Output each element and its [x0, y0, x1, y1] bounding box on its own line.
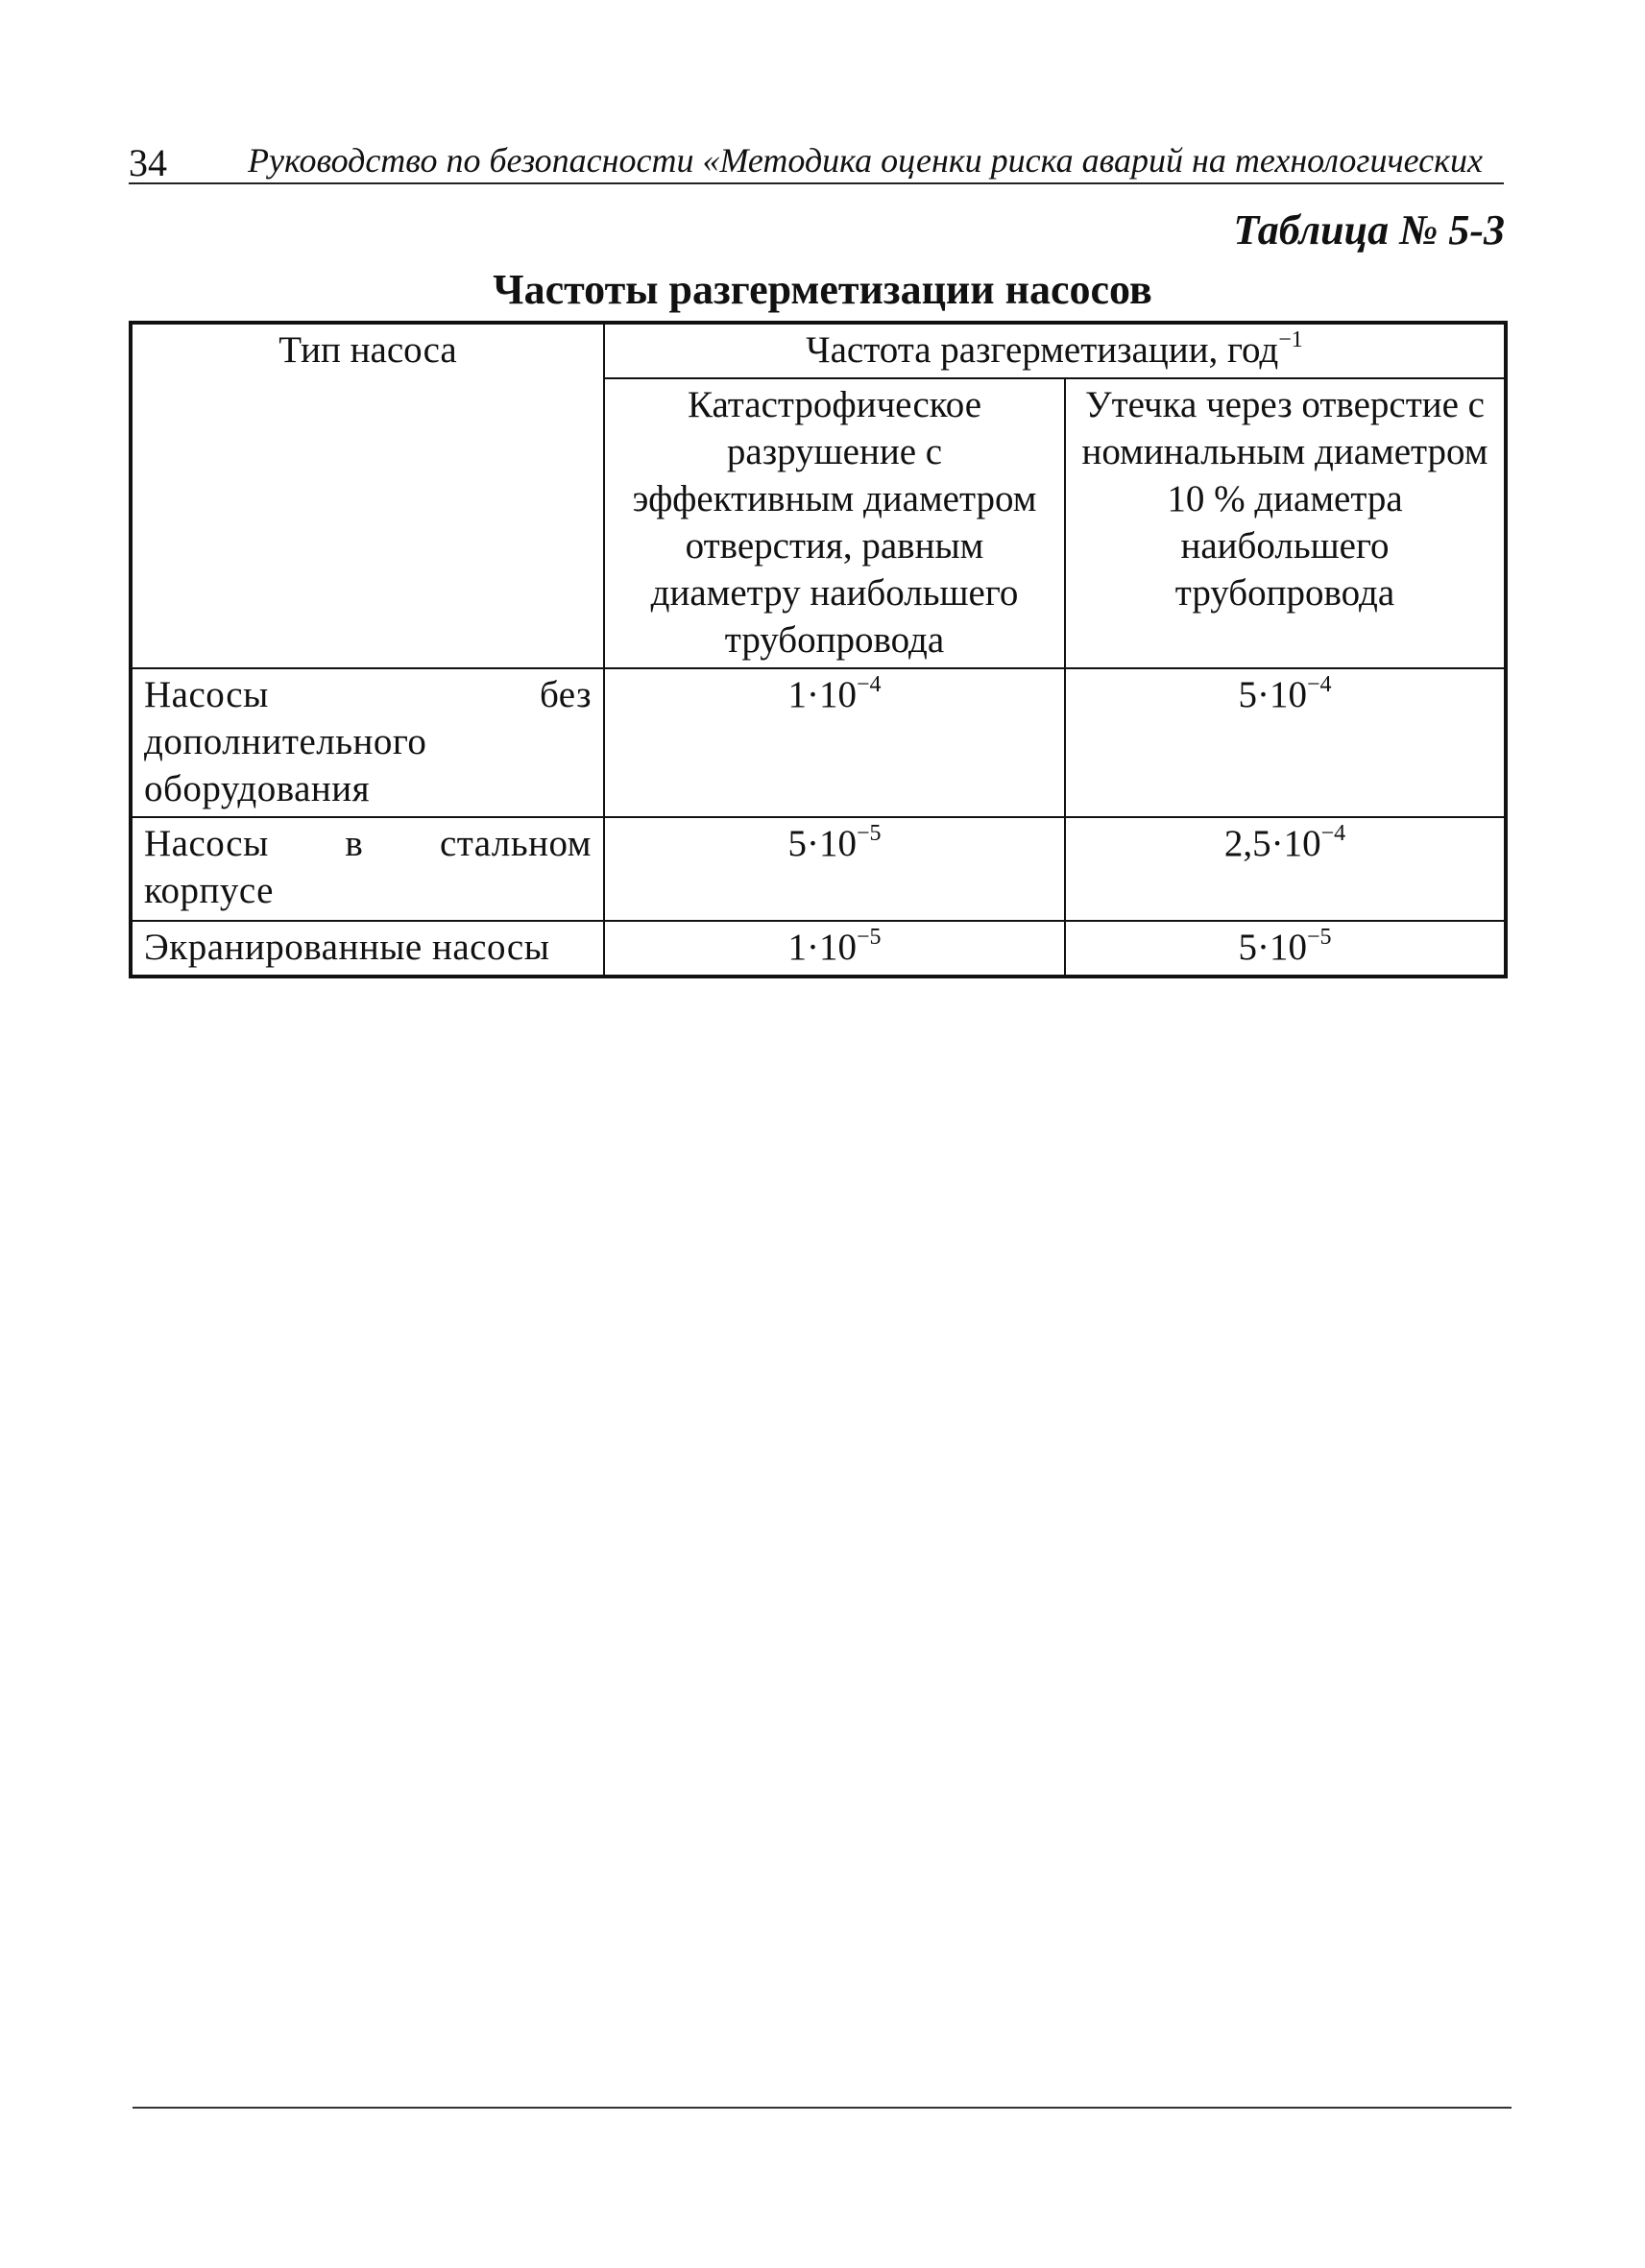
frequency-unit-exponent: −1 [1278, 327, 1303, 352]
pump-type-cell: Насосы без дополнительного оборудования [131, 668, 604, 817]
column-header-leak: Утечка через отверстие с номинальным диаметром 10 % диаметра наибольшего трубопровода [1065, 378, 1506, 668]
table-row [131, 817, 1506, 921]
running-header [129, 131, 1504, 184]
column-header-frequency: Частота разгерметизации, год$^{-1}$ [604, 323, 1506, 378]
catastrophic-frequency-cell: $1\cdot 10^{-4}$ [604, 668, 1065, 817]
pump-type-cell: Насосы в стальном корпусе [131, 817, 604, 921]
leak-frequency-cell: $5\cdot 10^{-5}$ [1065, 921, 1506, 977]
leak-frequency-cell: $2,5\cdot 10^{-4}$ [1065, 817, 1506, 921]
table-row [131, 921, 1506, 977]
table-title: Частоты разгерметизации насосов [493, 266, 1152, 313]
table-number: Таблица № 5-3 [1233, 206, 1505, 253]
column-header-pump-type: Тип насоса [131, 323, 604, 668]
catastrophic-frequency-cell: $1\cdot 10^{-5}$ [604, 921, 1065, 977]
footer-rule [133, 2107, 1512, 2109]
running-title: Руководство по безопасности «Методика оценки риска аварий на технологических [248, 141, 1483, 180]
leak-frequency-cell: $5\cdot 10^{-4}$ [1065, 668, 1506, 817]
column-header-catastrophic: Катастрофическое разрушение с эффективным диаметром отверстия, равным диаметру наибольшего трубопровода [604, 378, 1065, 668]
table-header-row [131, 323, 1506, 378]
table-row [131, 668, 1506, 817]
page-number: 34 [129, 141, 167, 184]
pump-depressurization-table [129, 321, 1508, 978]
catastrophic-frequency-cell: $5\cdot 10^{-5}$ [604, 817, 1065, 921]
pump-type-cell: Экранированные насосы [131, 921, 604, 977]
